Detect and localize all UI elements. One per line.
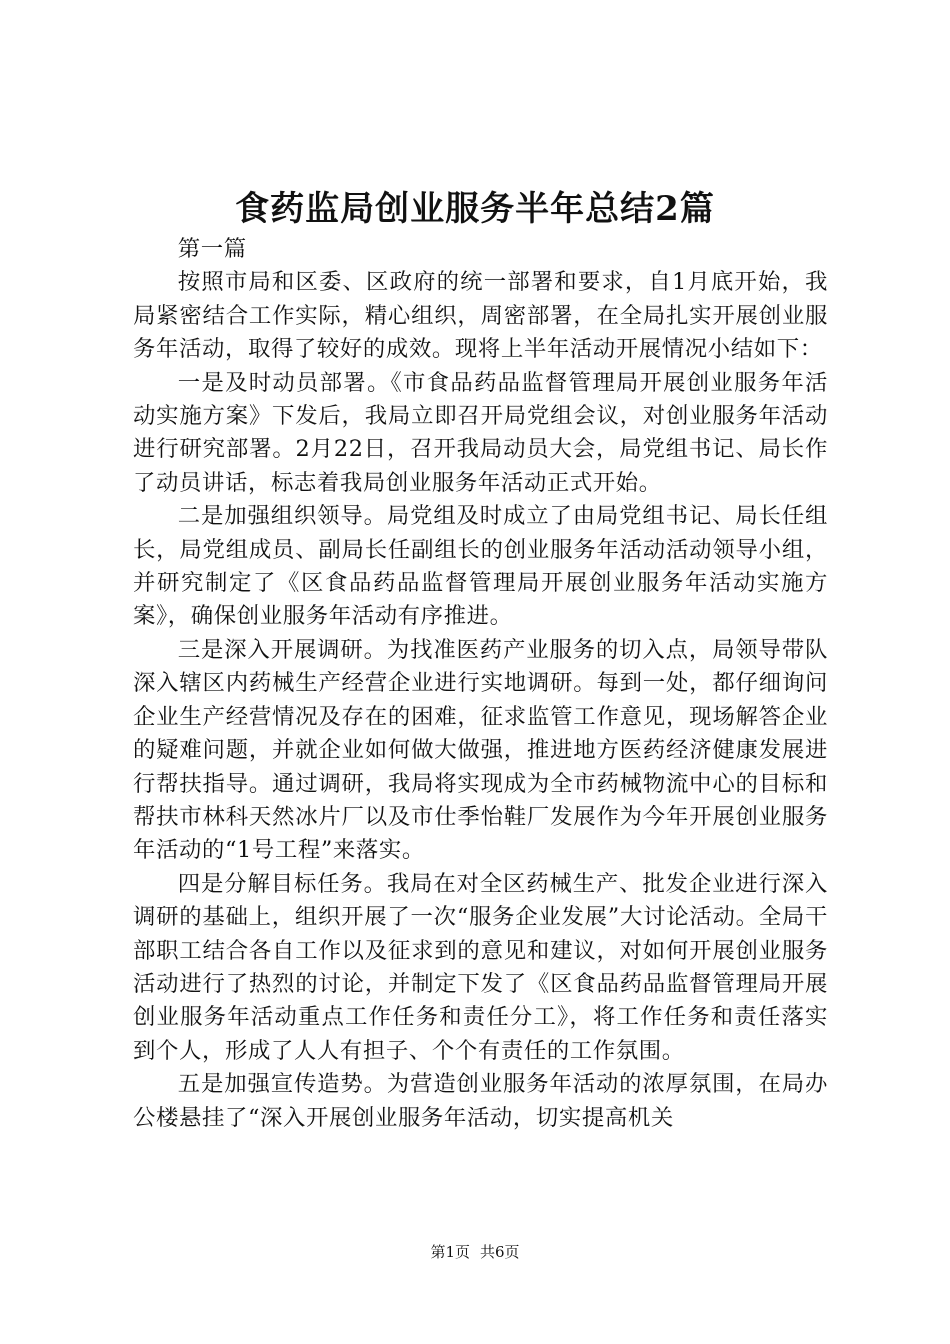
paragraph-intro: 按照市局和区委、区政府的统一部署和要求，自1月底开始，我局紧密结合工作实际，精心组织，周密部署，在全局扎实开展创业服务年活动，取得了较好的成效。现将上半年活动开展情况小结如下： — [133, 269, 828, 363]
page-footer — [0, 1240, 950, 1264]
paragraph-organization: 二是加强组织领导。局党组及时成立了由局党组书记、局长任组长，局党组成员、副局长任副组长的创业服务年活动活动领导小组，并研究制定了《区食品药品监督管理局开展创业服务年活动实施方案》，确保创业服务年活动有序推进。 — [133, 503, 828, 630]
page-total: 共6页 — [480, 1243, 520, 1261]
section-heading: 第一篇 — [177, 236, 247, 262]
paragraph-task-breakdown: 四是分解目标任务。我局在对全区药械生产、批发企业进行深入调研的基础上，组织开展了一次“服务企业发展”大讨论活动。全局干部职工结合各自工作以及征求到的意见和建议，对如何开展创业服务活动进行了热烈的讨论，并制定下发了《区食品药品监督管理局开展创业服务年活动重点工作任务和责任分工》，将工作任务和责任落实到个人，形成了人人有担子、个个有责任的工作氛围。 — [133, 870, 828, 1064]
document-title: 食药监局创业服务半年总结2篇 — [235, 189, 715, 229]
paragraph-mobilization: 一是及时动员部署。《市食品药品监督管理局开展创业服务年活动实施方案》下发后，我局立即召开局党组会议，对创业服务年活动进行研究部署。2月22日，召开我局动员大会，局党组书记、局长作了动员讲话，标志着我局创业服务年活动正式开始。 — [133, 369, 828, 496]
paragraph-publicity: 五是加强宣传造势。为营造创业服务年活动的浓厚氛围，在局办公楼悬挂了“深入开展创业服务年活动，切实提高机关 — [133, 1071, 828, 1131]
document-body — [133, 233, 828, 1135]
page-number: 第1页 — [430, 1243, 470, 1261]
paragraph-research: 三是深入开展调研。为找准医药产业服务的切入点，局领导带队深入辖区内药械生产经营企业进行实地调研。每到一处，都仔细询问企业生产经营情况及存在的困难，征求监管工作意见，现场解答企业的疑难问题，并就企业如何做大做强，推进地方医药经济健康发展进行帮扶指导。通过调研，我局将实现成为全市药械物流中心的目标和帮扶市林科天然冰片厂以及市仕季怡鞋厂发展作为今年开展创业服务年活动的“1号工程”来落实。 — [133, 636, 828, 864]
